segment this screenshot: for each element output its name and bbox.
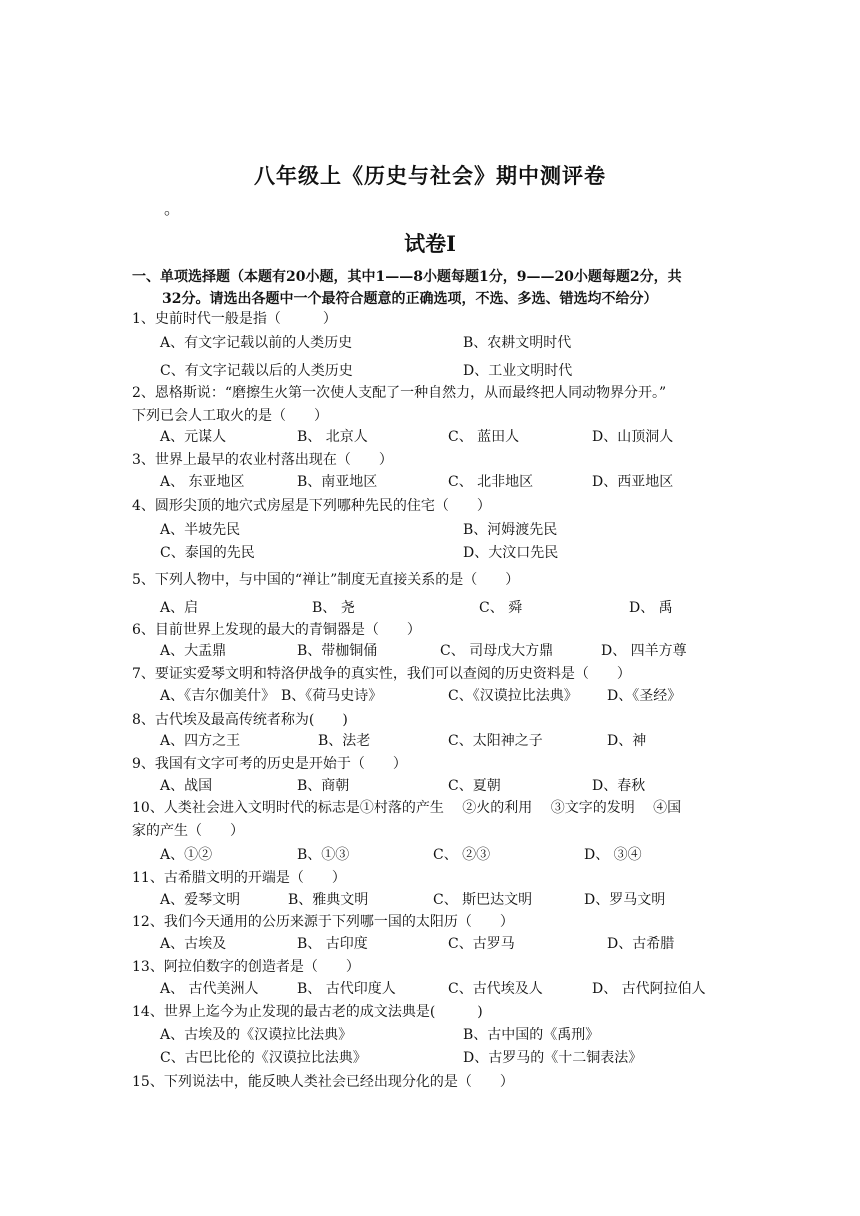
question-7-option: A、《吉尔伽美什》 bbox=[160, 688, 276, 704]
question-10-option: C、 ②③ bbox=[433, 847, 491, 863]
question-13-option: B、 古代印度人 bbox=[297, 981, 396, 997]
question-8-stem: 8、古代埃及最高传统者称为( ) bbox=[132, 712, 348, 728]
question-10-option: A、①② bbox=[160, 847, 213, 863]
page-title: 八年级上《历史与社会》期中测评卷 bbox=[254, 163, 606, 188]
question-3-option: C、 北非地区 bbox=[448, 474, 534, 490]
question-11-option: A、爱琴文明 bbox=[160, 892, 241, 908]
question-1-option: A、有文字记载以前的人类历史 bbox=[160, 335, 353, 351]
question-14-option: A、古埃及的《汉谟拉比法典》 bbox=[160, 1027, 353, 1043]
question-10-stem: 10、人类社会进入文明时代的标志是①村落的产生 ②火的利用 ③文字的发明 ④国 bbox=[132, 800, 682, 816]
question-4-option: D、大汶口先民 bbox=[463, 545, 559, 561]
question-2-option: A、元谋人 bbox=[160, 429, 227, 445]
question-5-option: C、 舜 bbox=[479, 600, 523, 616]
question-9-option: A、战国 bbox=[160, 778, 213, 794]
question-4-option: B、河姆渡先民 bbox=[463, 522, 558, 538]
question-13-stem: 13、阿拉伯数字的创造者是（ ） bbox=[132, 959, 360, 975]
question-1-option: D、工业文明时代 bbox=[463, 363, 573, 379]
question-3-stem: 3、世界上最早的农业村落出现在（ ） bbox=[132, 452, 393, 468]
question-6-stem: 6、目前世界上发现的最大的青铜器是（ ） bbox=[132, 622, 421, 638]
question-2-option: B、 北京人 bbox=[297, 429, 368, 445]
question-11-option: C、 斯巴达文明 bbox=[433, 892, 533, 908]
question-10-option: D、 ③④ bbox=[584, 847, 642, 863]
question-9-option: D、春秋 bbox=[592, 778, 646, 794]
section-heading bbox=[132, 266, 742, 310]
question-12-option: C、古罗马 bbox=[448, 936, 515, 952]
question-3-option: B、南亚地区 bbox=[297, 474, 378, 490]
question-5-option: D、 禹 bbox=[629, 600, 673, 616]
question-8-option: C、太阳神之子 bbox=[448, 733, 543, 749]
section-heading-line-2: 32分。请选出各题中一个最符合题意的正确选项，不选、多选、错选均不给分） bbox=[162, 291, 658, 307]
question-9-option: B、商朝 bbox=[297, 778, 350, 794]
question-12-stem: 12、我们今天通用的公历来源于下列哪一国的太阳历（ ） bbox=[132, 914, 514, 930]
question-4-stem: 4、圆形尖顶的地穴式房屋是下列哪种先民的住宅（ ） bbox=[132, 498, 491, 514]
question-5-option: A、启 bbox=[160, 600, 199, 616]
question-1-option: B、农耕文明时代 bbox=[463, 335, 572, 351]
paper-subtitle: 试卷Ⅰ bbox=[404, 231, 456, 256]
question-6-option: C、 司母戊大方鼎 bbox=[440, 643, 554, 659]
question-3-option: A、 东亚地区 bbox=[160, 474, 245, 490]
question-7-stem: 7、要证实爱琴文明和特洛伊战争的真实性，我们可以查阅的历史资料是（ ） bbox=[132, 666, 631, 682]
question-14-option: C、古巴比伦的《汉谟拉比法典》 bbox=[160, 1050, 367, 1066]
question-12-option: B、 古印度 bbox=[297, 936, 368, 952]
question-13-option: C、古代埃及人 bbox=[448, 981, 543, 997]
question-8-option: B、法老 bbox=[318, 733, 371, 749]
question-4-option: A、半坡先民 bbox=[160, 522, 241, 538]
question-2-stem: 2、恩格斯说：“磨擦生火第一次使人支配了一种自然力，从而最终把人同动物界分开。” bbox=[132, 385, 667, 401]
question-14-option: D、古罗马的《十二铜表法》 bbox=[463, 1050, 643, 1066]
question-12-option: D、古希腊 bbox=[607, 936, 675, 952]
question-11-option: B、雅典文明 bbox=[288, 892, 369, 908]
stray-mark: 。 bbox=[164, 199, 181, 218]
question-6-option: B、带枷铜俑 bbox=[297, 643, 378, 659]
question-8-option: D、神 bbox=[607, 733, 647, 749]
question-9-stem: 9、我国有文字可考的历史是开始于（ ） bbox=[132, 756, 407, 772]
question-11-stem: 11、古希腊文明的开端是（ ） bbox=[132, 870, 346, 886]
question-8-option: A、四方之王 bbox=[160, 733, 241, 749]
section-heading-line-1: 一、单项选择题（本题有20小题，其中1——8小题每题1分，9——20小题每题2分，共 bbox=[132, 269, 682, 285]
question-5-option: B、 尧 bbox=[312, 600, 355, 616]
question-4-option: C、泰国的先民 bbox=[160, 545, 255, 561]
question-10-option: B、①③ bbox=[297, 847, 350, 863]
question-13-option: A、 古代美洲人 bbox=[160, 981, 259, 997]
question-6-option: A、大盂鼎 bbox=[160, 643, 227, 659]
question-10-stem: 家的产生（ ） bbox=[132, 823, 244, 839]
question-6-option: D、 四羊方尊 bbox=[601, 643, 687, 659]
question-2-stem: 下列已会人工取火的是（ ） bbox=[132, 408, 328, 424]
question-7-option: D、《圣经》 bbox=[607, 688, 682, 704]
question-15-stem: 15、下列说法中，能反映人类社会已经出现分化的是（ ） bbox=[132, 1074, 514, 1090]
question-2-option: C、 蓝田人 bbox=[448, 429, 520, 445]
question-5-stem: 5、下列人物中，与中国的“禅让”制度无直接关系的是（ ） bbox=[132, 572, 520, 588]
question-2-option: D、山顶洞人 bbox=[592, 429, 674, 445]
question-1-option: C、有文字记载以后的人类历史 bbox=[160, 363, 353, 379]
question-14-option: B、古中国的《禹刑》 bbox=[463, 1027, 600, 1043]
question-13-option: D、 古代阿拉伯人 bbox=[592, 981, 706, 997]
question-14-stem: 14、世界上迄今为止发现的最古老的成文法典是( ) bbox=[132, 1004, 483, 1020]
question-7-option: C、《汉谟拉比法典》 bbox=[448, 688, 578, 704]
question-7-option: B、《荷马史诗》 bbox=[281, 688, 383, 704]
question-9-option: C、夏朝 bbox=[448, 778, 501, 794]
question-3-option: D、西亚地区 bbox=[592, 474, 674, 490]
question-11-option: D、罗马文明 bbox=[584, 892, 666, 908]
question-1-stem: 1、史前时代一般是指（ ） bbox=[132, 311, 337, 327]
question-12-option: A、古埃及 bbox=[160, 936, 227, 952]
